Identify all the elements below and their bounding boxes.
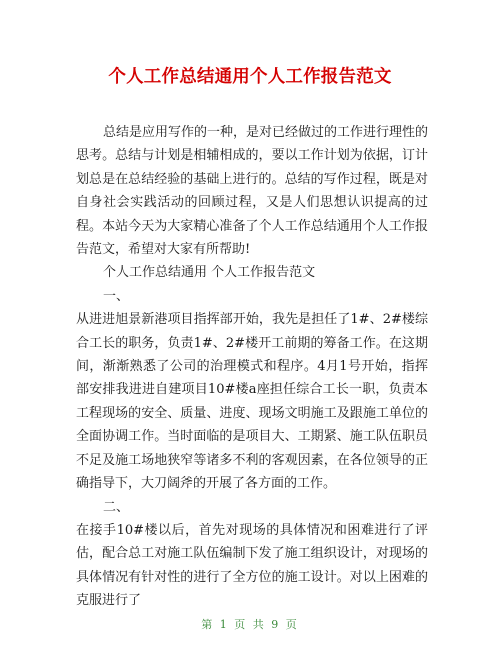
- section-2-heading: 二、: [103, 499, 130, 515]
- section-1-heading: 一、: [103, 288, 130, 304]
- subtitle-line: 个人工作总结通用 个人工作报告范文: [103, 265, 316, 281]
- section-2-paragraph: 在接手10#楼以后，首先对现场的具体情况和困难进行了评估，配合总工对施工队伍编制下发了施工组织设计，对现场的具体情况有针对性的进行了全方位的施工设计。对以上困难的克服进行了: [76, 522, 428, 609]
- document-title: 个人工作总结通用个人工作报告范文: [108, 67, 392, 87]
- page-number-footer: 第 1 页 共 9 页: [201, 618, 299, 631]
- intro-paragraph: 总结是应用写作的一种，是对已经做过的工作进行理性的思考。总结与计划是相辅相成的，要以工作计划为依据，订计划总是在总结经验的基础上进行的。总结的写作过程，既是对自身社会实践活动的回顾过程，又是人们思想认识提高的过程。本站今天为大家精心准备了个人工作总结通用个人工作报告范文，希望对大家有所帮助!: [76, 125, 429, 258]
- section-1-paragraph: 从进进旭景新港项目指挥部开始，我先是担任了1#、2#楼综合工长的职务，负责1#、2#楼开工前期的筹备工作。在这期间，渐渐熟悉了公司的治理模式和程序。4月1号开始，指挥部安排我进进自建项目10#楼a座担任综合工长一职，负责本工程现场的安全、质量、进度、现场文明施工及跟施工单位的全面协调工作。当时面临的是项目大、工期紧、施工队伍职员不足及施工场地狭窄等诸多不利的客观因素，在各位领导的正确指导下，大刀阔斧的开展了各方面的工作。: [76, 312, 428, 492]
- document-body: [76, 121, 428, 613]
